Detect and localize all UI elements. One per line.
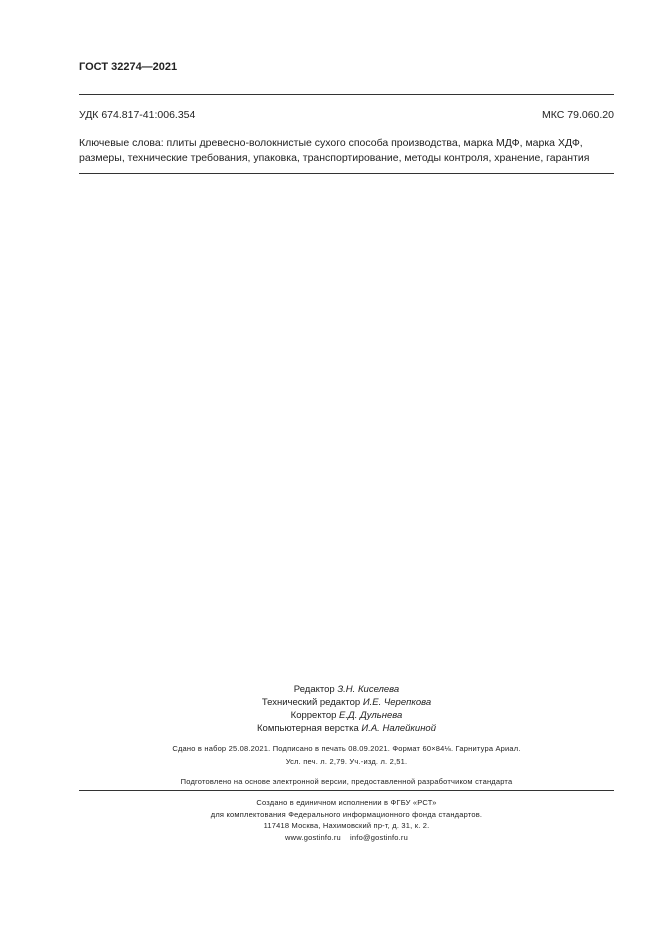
print-info-line: Усл. печ. л. 2,79. Уч.-изд. л. 2,51. [285,757,408,766]
footer-line: 117418 Москва, Нахимовский пр-т, д. 31, к. 2. [263,821,430,830]
publisher-footer [79,797,614,843]
credit-person: Е.Д. Дульнева [339,710,403,721]
credit-role: Редактор [293,684,335,695]
credit-person: И.Е. Черепкова [362,697,432,708]
standard-code: ГОСТ 32274—2021 [79,61,178,73]
credit-role: Корректор [290,710,337,721]
credit-line [79,709,614,722]
credit-line [79,683,614,696]
keywords-divider [79,173,614,174]
credit-role: Технический редактор [261,697,361,708]
credit-line [79,722,614,735]
prepared-note: Подготовлено на основе электронной версии, предоставленной разработчиком стандарта [180,777,513,786]
credit-role: Компьютерная верстка [257,723,359,734]
footer-line: для комплектования Федерального информационного фонда стандартов. [210,809,483,819]
mks-code: МКС 79.060.20 [542,109,614,121]
credits-block [79,683,614,735]
credit-person: И.А. Налейкиной [361,723,436,734]
footer-divider [79,790,614,791]
udk-code: УДК 674.817-41:006.354 [79,109,196,121]
footer-line: Создано в единичном исполнении в ФГБУ «РСТ» [256,798,437,807]
print-info-line: Сдано в набор 25.08.2021. Подписано в печать 08.09.2021. Формат 60×84⅛. Гарнитура Ариал. [172,744,521,753]
credit-line [79,696,614,709]
credit-person: З.Н. Киселева [337,684,400,695]
keywords-text: Ключевые слова: плиты древесно-волокнистые сухого способа производства, марка МДФ, марка ХДФ, размеры, технические требования, упаковка, транспортирование, методы контроля, хранение, гарантия [79,137,590,164]
header-divider [79,94,614,95]
footer-contacts: www.gostinfo.ru info@gostinfo.ru [284,832,408,842]
